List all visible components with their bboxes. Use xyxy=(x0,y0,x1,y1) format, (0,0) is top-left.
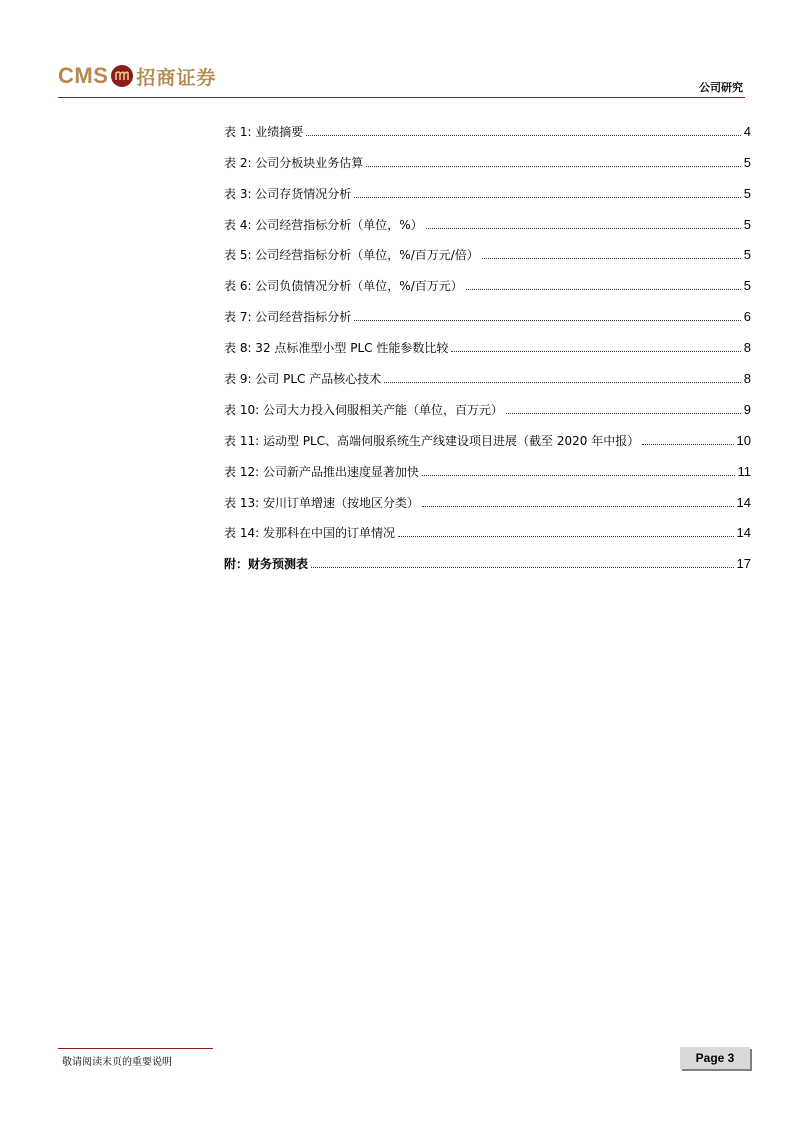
toc-leader-dots xyxy=(354,197,740,198)
section-title: 公司研究 xyxy=(699,81,743,94)
toc-entry-label: 表 11: 运动型 PLC、高端伺服系统生产线建设项目进展（截至 2020 年中报） xyxy=(224,433,640,448)
toc-entry-label: 表 10: 公司大力投入伺服相关产能（单位，百万元） xyxy=(224,402,503,417)
toc-entry[interactable] xyxy=(224,386,751,417)
toc-entry[interactable] xyxy=(224,479,751,510)
toc-entry-page: 11 xyxy=(737,463,751,479)
toc-entry-page: 5 xyxy=(743,154,751,170)
toc-entry-label: 表 8: 32 点标准型小型 PLC 性能参数比较 xyxy=(224,341,449,356)
toc-entry-appendix[interactable] xyxy=(224,540,751,571)
toc-entry[interactable] xyxy=(224,293,751,324)
toc-entry-page: 10 xyxy=(736,432,751,448)
toc-entry-page: 5 xyxy=(743,247,751,263)
toc-entry[interactable] xyxy=(224,355,751,386)
toc-entry-label: 表 6: 公司负债情况分析（单位，%/百万元） xyxy=(224,279,463,294)
toc-leader-dots xyxy=(398,536,734,537)
toc-entry-page: 8 xyxy=(743,340,751,356)
toc-entry-page: 9 xyxy=(743,401,751,417)
toc-entry-page: 17 xyxy=(736,556,751,572)
toc-leader-dots xyxy=(422,475,735,476)
toc-entry-page: 8 xyxy=(743,371,751,387)
toc-leader-dots xyxy=(366,166,740,167)
header-divider xyxy=(58,97,745,98)
toc-entry-page: 5 xyxy=(743,278,751,294)
toc-entry-page: 4 xyxy=(743,123,751,139)
toc-entry[interactable] xyxy=(224,170,751,201)
toc-entry[interactable] xyxy=(224,108,751,139)
toc-entry-page: 5 xyxy=(743,185,751,201)
toc-entry-label: 附：财务预测表 xyxy=(224,557,309,572)
logo-emblem-icon xyxy=(111,65,133,87)
toc-entry-label: 表 1: 业绩摘要 xyxy=(224,124,304,139)
toc-entry[interactable] xyxy=(224,448,751,479)
footer-disclaimer: 敬请阅读末页的重要说明 xyxy=(62,1057,172,1068)
logo-chinese-text: 招商证券 xyxy=(136,66,217,89)
toc-entry-label: 表 9: 公司 PLC 产品核心技术 xyxy=(224,372,382,387)
toc-entry-label: 表 5: 公司经营指标分析（单位，%/百万元/倍） xyxy=(224,248,479,263)
toc-leader-dots xyxy=(466,289,741,290)
toc-entry[interactable] xyxy=(224,139,751,170)
toc-entry-label: 表 13: 安川订单增速（按地区分类） xyxy=(224,495,419,510)
toc-entry-page: 6 xyxy=(743,309,751,325)
logo-latin-text: CMS xyxy=(58,63,109,88)
toc-entry-label: 表 7: 公司经营指标分析 xyxy=(224,310,352,325)
toc-leader-dots xyxy=(422,506,734,507)
toc-leader-dots xyxy=(506,413,741,414)
toc-leader-dots xyxy=(306,135,740,136)
toc-leader-dots xyxy=(482,258,741,259)
toc-entry[interactable] xyxy=(224,417,751,448)
company-logo xyxy=(58,58,216,94)
toc-entry-label: 表 2: 公司分板块业务估算 xyxy=(224,155,364,170)
toc-entry-label: 表 4: 公司经营指标分析（单位，%） xyxy=(224,217,423,232)
toc-entry-label: 表 14: 发那科在中国的订单情况 xyxy=(224,526,395,541)
toc-leader-dots xyxy=(642,444,733,445)
toc-leader-dots xyxy=(451,351,740,352)
toc-entry[interactable] xyxy=(224,262,751,293)
toc-entry[interactable] xyxy=(224,201,751,232)
toc-entry-page: 14 xyxy=(736,525,751,541)
toc-entry[interactable] xyxy=(224,232,751,263)
page-number-badge: Page 3 xyxy=(680,1047,750,1069)
toc-entry-page: 14 xyxy=(736,494,751,510)
toc-entry[interactable] xyxy=(224,510,751,541)
toc-entry[interactable] xyxy=(224,324,751,355)
toc-entry-label: 表 3: 公司存货情况分析 xyxy=(224,186,352,201)
toc-leader-dots xyxy=(426,228,741,229)
table-of-figures-list xyxy=(224,108,751,571)
toc-leader-dots xyxy=(354,320,740,321)
toc-entry-label: 表 12: 公司新产品推出速度显著加快 xyxy=(224,464,419,479)
toc-entry-page: 5 xyxy=(743,216,751,232)
footer-divider xyxy=(58,1048,213,1049)
toc-leader-dots xyxy=(384,382,741,383)
toc-leader-dots xyxy=(311,567,734,568)
